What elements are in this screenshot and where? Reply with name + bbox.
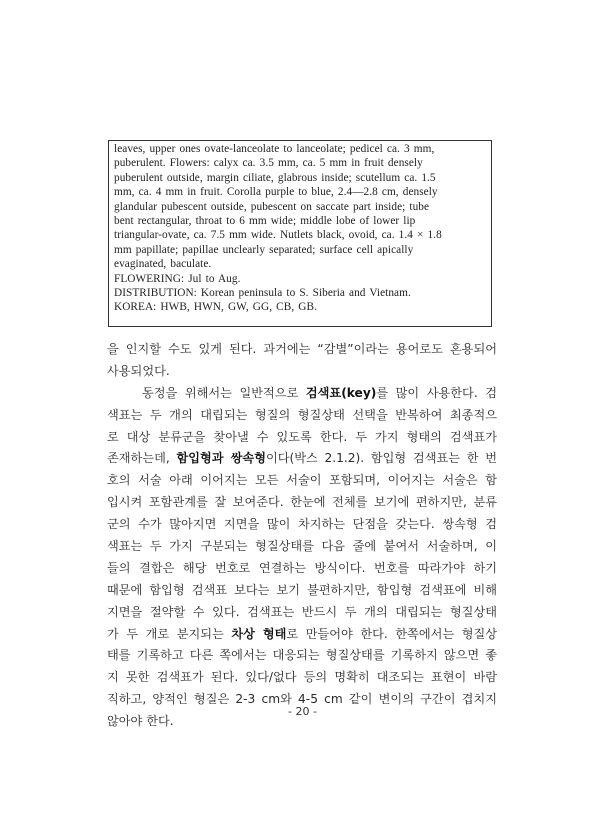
text-line: 들의 결합은 해당 번호로 연결하는 방식이다. 번호를 따라가야 하기 (107, 560, 497, 575)
box-line: glandular pubescent outside, pubescent on saccate part inside; tube (114, 200, 430, 213)
flowering-line: FLOWERING: Jul to Aug. (114, 272, 241, 285)
bold-term-key: 검색표(key) (305, 385, 377, 400)
text-line (107, 624, 497, 646)
text-run: 로 만들어야 한다. 한쪽에서는 형질상 (286, 626, 498, 641)
text-line: 로 대상 분류군을 찾아낼 수 있도록 한다. 두 가지 형태의 검색표가 (107, 429, 497, 444)
text-line: 지면을 절약할 수 있다. 검색표는 반드시 두 개의 대립되는 형질상태 (107, 604, 497, 619)
box-line: triangular-ovate, ca. 7.5 mm wide. Nutlets black, ovoid, ca. 1.4 × 1.8 (114, 229, 442, 242)
bold-term-key-types: 함입형과 쌍속형 (176, 451, 266, 466)
text-line (107, 448, 497, 470)
species-description-box (108, 140, 492, 327)
text-run: 이다(박스 2.1.2). 함입형 검색표는 한 번 (265, 451, 497, 466)
text-run: 를 많이 사용한다. 검 (376, 385, 498, 400)
text-line: 때문에 함입형 검색표 보다는 보기 불편하지만, 함입형 검색표에 비해 (107, 582, 497, 597)
bold-term-dichotomous: 차상 형태 (231, 626, 287, 641)
text-line: 군의 수가 많아지면 지면을 많이 차지하는 단점을 갖는다. 쌍속형 검 (107, 517, 497, 532)
text-line: 않아야 한다. (107, 714, 174, 729)
text-line: 색표는 두 개의 대립되는 형질의 형질상태 선택을 반복하여 최종적으 (107, 407, 497, 422)
text-run: 가 두 개로 분지되는 (107, 626, 232, 641)
box-line: puberulent outside, margin ciliate, glabrous inside; scutellum ca. 1.5 (114, 171, 436, 184)
box-line: puberulent. Flowers: calyx ca. 3.5 mm, ca. 5 mm in fruit densely (114, 157, 423, 170)
text-line: 호의 서술 아래 이어지는 모든 서술이 포함되며, 이어지는 서술은 함 (107, 473, 497, 488)
text-line: 사용되었다. (107, 363, 170, 378)
text-line (107, 383, 497, 405)
page-number: - 20 - (288, 705, 317, 718)
box-line: evaginated, baculate. (114, 258, 212, 271)
box-line: mm, ca. 4 mm in fruit. Corolla purple to blue, 2.4—2.8 cm, densely (114, 186, 438, 199)
text-run: 동정을 위해서는 일반적으로 (142, 385, 306, 400)
box-line: leaves, upper ones ovate-lanceolate to lanceolate; pedicel ca. 3 mm, (114, 143, 435, 155)
text-run: 존재하는데, (107, 451, 177, 466)
korea-line: KOREA: HWB, HWN, GW, GG, CB, GB. (114, 301, 317, 314)
text-line: 직하고, 양적인 형질은 2-3 cm와 4-5 cm 같이 변이의 구간이 겹치지 (107, 692, 497, 707)
box-line: mm papillate; papillae unclearly separated; surface cell apically (114, 243, 414, 256)
text-line: 태를 기록하고 다른 쪽에서는 대응되는 형질상태를 기록하지 않으면 좋 (107, 648, 497, 663)
text-line: 을 인지할 수도 있게 된다. 과거에는 “감별”이라는 용어로도 혼용되어 (107, 342, 497, 356)
text-line: 지 못한 검색표가 된다. 있다/없다 등의 명확히 대조되는 표현이 바람 (107, 670, 497, 685)
text-line: 색표는 두 가지 구분되는 형질상태를 다음 줄에 붙여서 서술하며, 이 (107, 539, 497, 554)
text-line: 입시켜 포함관계를 잘 보여준다. 한눈에 전체를 보기에 편하지만, 분류 (107, 495, 497, 510)
box-line: bent rectangular, throat to 6 mm wide; middle lobe of lower lip (114, 214, 416, 227)
body-paragraphs (107, 339, 497, 733)
distribution-line: DISTRIBUTION: Korean peninsula to S. Siberia and Vietnam. (114, 286, 411, 299)
